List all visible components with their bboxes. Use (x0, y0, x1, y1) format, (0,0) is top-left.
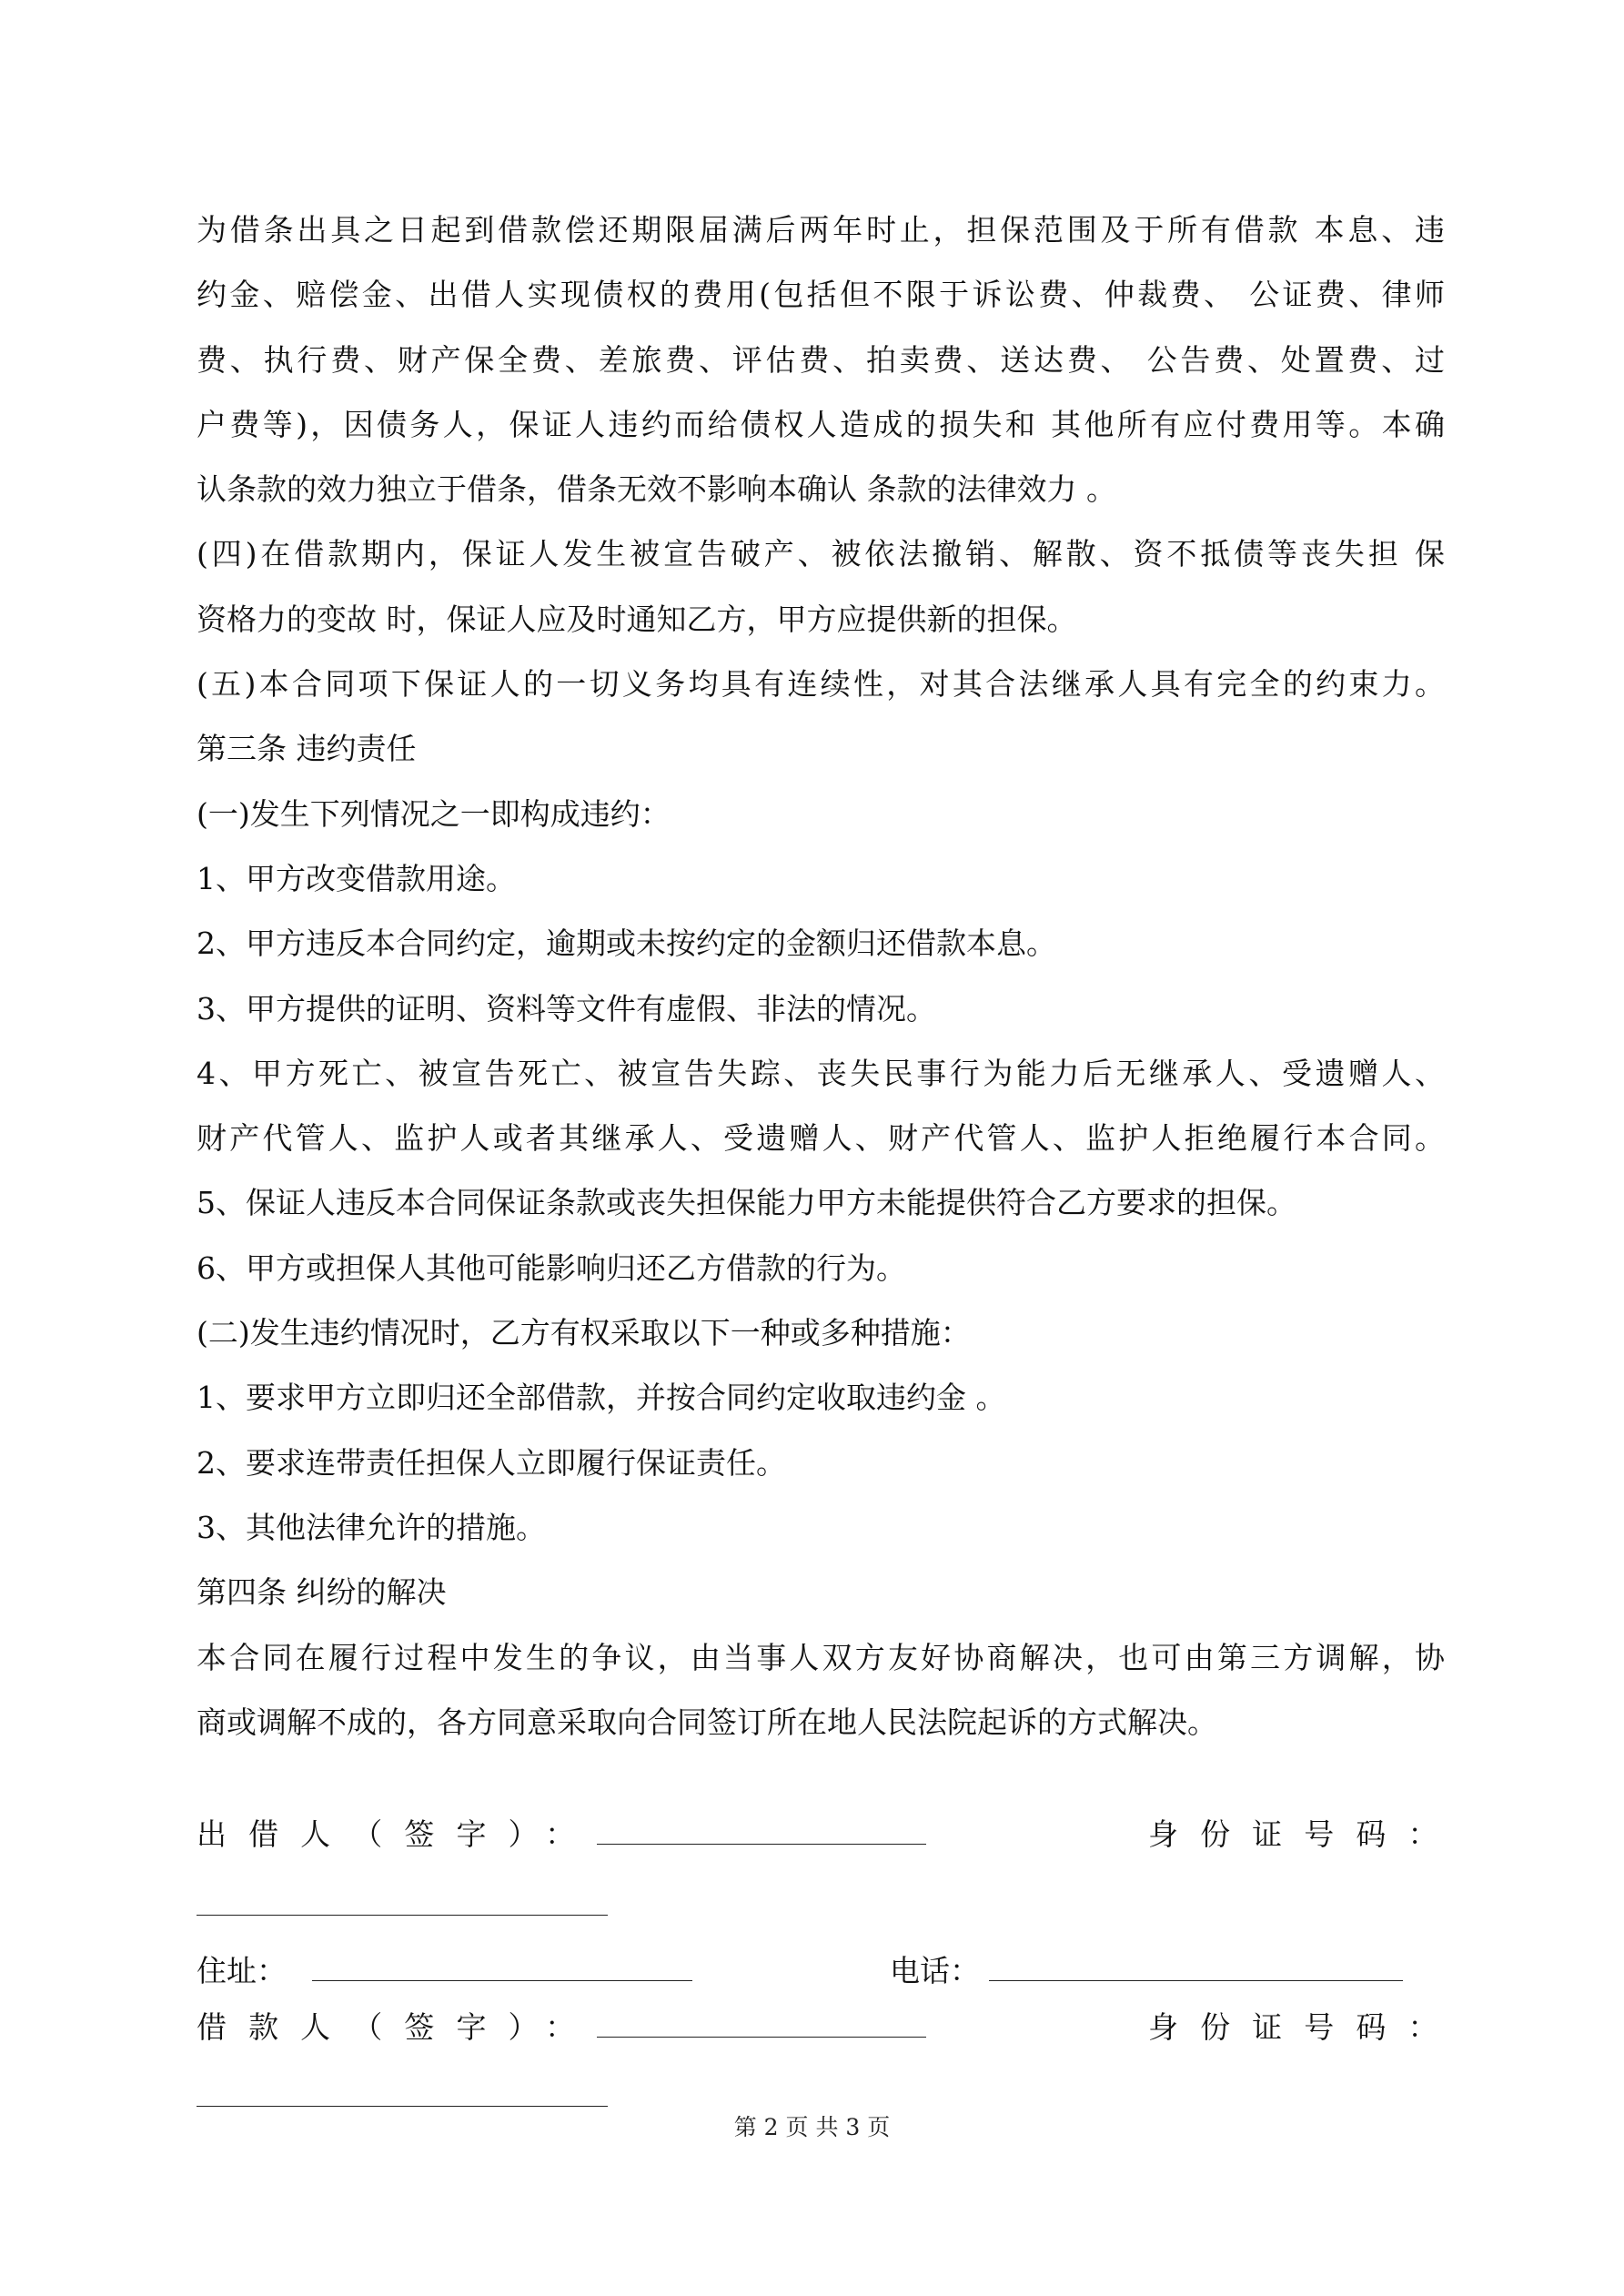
borrower-signature-label: 借款人（签字）： (197, 2009, 598, 2045)
body-line: 本合同在履行过程中发生的争议，由当事人双方友好协商解决，也可由第三方调解，协 (197, 1639, 1445, 1675)
body-line: 费、执行费、财产保全费、差旅费、评估费、拍卖费、送达费、 公告费、处置费、过 (197, 341, 1445, 378)
body-line: 3、其他法律允许的措施。 (197, 1509, 546, 1545)
body-line: 2、甲方违反本合同约定，逾期或未按约定的金额归还借款本息。 (197, 925, 1056, 962)
body-line: 商或调解不成的，各方同意采取向合同签订所在地人民法院起诉的方式解决。 (197, 1704, 1217, 1740)
body-line: 4、甲方死亡、被宣告死亡、被宣告失踪、丧失民事行为能力后无继承人、受遗赠人、 (197, 1055, 1445, 1091)
body-line: (二)发生违约情况时，乙方有权采取以下一种或多种措施： (197, 1315, 971, 1351)
lender-signature-blank (597, 1816, 926, 1845)
body-line: 户费等)，因债务人，保证人违约而给债权人造成的损失和 其他所有应付费用等。本确 (197, 406, 1445, 442)
body-line: 2、要求连带责任担保人立即履行保证责任。 (197, 1444, 786, 1481)
body-line: 1、要求甲方立即归还全部借款，并按合同约定收取违约金 。 (197, 1380, 1006, 1416)
body-line: 5、保证人违反本合同保证条款或丧失担保能力甲方未能提供符合乙方要求的担保。 (197, 1185, 1296, 1221)
body-line: (一)发生下列情况之一即构成违约： (197, 795, 671, 832)
address-label: 住址： (197, 1953, 287, 1988)
lender-signature-label: 出借人（签字）： (197, 1816, 598, 1852)
body-line: 1、甲方改变借款用途。 (197, 860, 516, 896)
body-line: 3、甲方提供的证明、资料等文件有虚假、非法的情况。 (197, 990, 936, 1027)
borrower-signature-blank (597, 2009, 926, 2038)
borrower-id-blank (197, 2105, 608, 2107)
lender-id-label: 身份证号码： (1148, 1816, 1460, 1852)
body-line: 财产代管人、监护人或者其继承人、受遗赠人、财产代管人、监护人拒绝履行本合同。 (197, 1120, 1445, 1157)
page-number-footer: 第 2 页 共 3 页 (733, 2114, 891, 2140)
body-line: 约金、赔偿金、出借人实现债权的费用(包括但不限于诉讼费、仲裁费、 公证费、律师 (197, 277, 1445, 313)
lender-id-blank (197, 1914, 608, 1916)
phone-label: 电话： (890, 1953, 980, 1988)
body-line: 认条款的效力独立于借条，借条无效不影响本确认 条款的法律效力 。 (197, 471, 1116, 508)
body-line: 6、甲方或担保人其他可能影响归还乙方借款的行为。 (197, 1249, 906, 1286)
phone-blank (989, 1953, 1403, 1981)
body-line: 为借条出具之日起到借款偿还期限届满后两年时止，担保范围及于所有借款 本息、违 (197, 212, 1445, 248)
body-line: 资格力的变故 时，保证人应及时通知乙方，甲方应提供新的担保。 (197, 601, 1077, 637)
body-line: (四)在借款期内，保证人发生被宣告破产、被依法撤销、解散、资不抵债等丧失担 保 (197, 536, 1445, 572)
address-blank (312, 1953, 692, 1981)
borrower-id-label: 身份证号码： (1148, 2009, 1460, 2045)
section-heading-article-3: 第三条 违约责任 (197, 731, 417, 767)
contract-body (197, 197, 1445, 1755)
section-heading-article-4: 第四条 纠纷的解决 (197, 1574, 447, 1611)
body-line: (五)本合同项下保证人的一切义务均具有连续性，对其合法继承人具有完全的约束力。 (197, 666, 1445, 703)
